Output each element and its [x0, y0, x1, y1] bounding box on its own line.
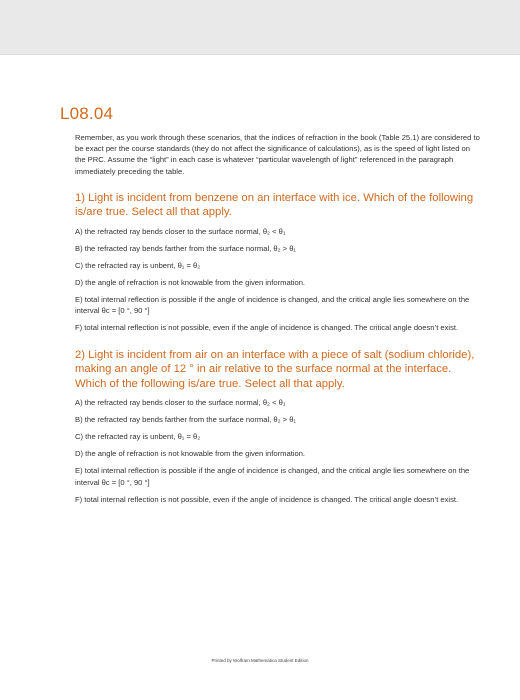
question-2-prompt: 2) Light is incident from air on an interface with a piece of salt (sodium chloride), making an angle of 12 ° in air relative to the surface normal at the interface. Which of the following is/are true. Select all that apply. — [75, 348, 475, 390]
question-2 — [75, 348, 480, 506]
top-bar — [0, 0, 520, 55]
question-1-option-e[interactable]: E) total internal reflection is possible if the angle of incidence is changed, and the critical angle lies somewhere on the interval θc = [0 °, 90 °] — [75, 294, 470, 316]
question-2-option-a[interactable]: A) the refracted ray bends closer to the surface normal, θ₂ < θ₁ — [75, 398, 286, 408]
footer-credit: Printed by Wolfram Mathematica Student Edition — [211, 658, 309, 663]
question-1-option-d[interactable]: D) the angle of refraction is not knowable from the given information. — [75, 277, 306, 287]
intro-paragraph: Remember, as you work through these scenarios, that the indices of refraction in the book (Table 25.1) are considered to be exact per the course standards (they do not affect the significance of calculations), as is the speed of light listed on the PRC. Assume the “light” in each case is whatever “particular wavelength of light” referenced in the paragraph immediately preceding the table. — [75, 133, 480, 176]
question-1-option-a[interactable]: A) the refracted ray bends closer to the surface normal, θ₂ < θ₁ — [75, 226, 286, 236]
question-1-option-f[interactable]: F) total internal reflection is not possible, even if the angle of incidence is changed. The critical angle doesn’t exist. — [75, 323, 459, 333]
question-1-option-c[interactable]: C) the refracted ray is unbent, θ₁ = θ₂ — [75, 260, 201, 270]
question-1-prompt: 1) Light is incident from benzene on an interface with ice. Which of the following is/are true. Select all that apply. — [75, 191, 474, 219]
question-2-option-f[interactable]: F) total internal reflection is not possible, even if the angle of incidence is changed. The critical angle doesn’t exist. — [75, 494, 459, 504]
question-2-option-b[interactable]: B) the refracted ray bends farther from the surface normal, θ₂ > θ₁ — [75, 415, 296, 425]
question-1-option-b[interactable]: B) the refracted ray bends farther from the surface normal, θ₂ > θ₁ — [75, 243, 296, 253]
question-2-option-e[interactable]: E) total internal reflection is possible if the angle of incidence is changed, and the critical angle lies somewhere on the interval θc = [0 °, 90 °] — [75, 466, 470, 487]
question-2-option-d[interactable]: D) the angle of refraction is not knowable from the given information. — [75, 449, 306, 459]
section-title: L08.04 — [60, 104, 114, 123]
question-2-option-c[interactable]: C) the refracted ray is unbent, θ₁ = θ₂ — [75, 432, 201, 442]
document-body — [75, 132, 480, 519]
question-1 — [75, 191, 480, 334]
